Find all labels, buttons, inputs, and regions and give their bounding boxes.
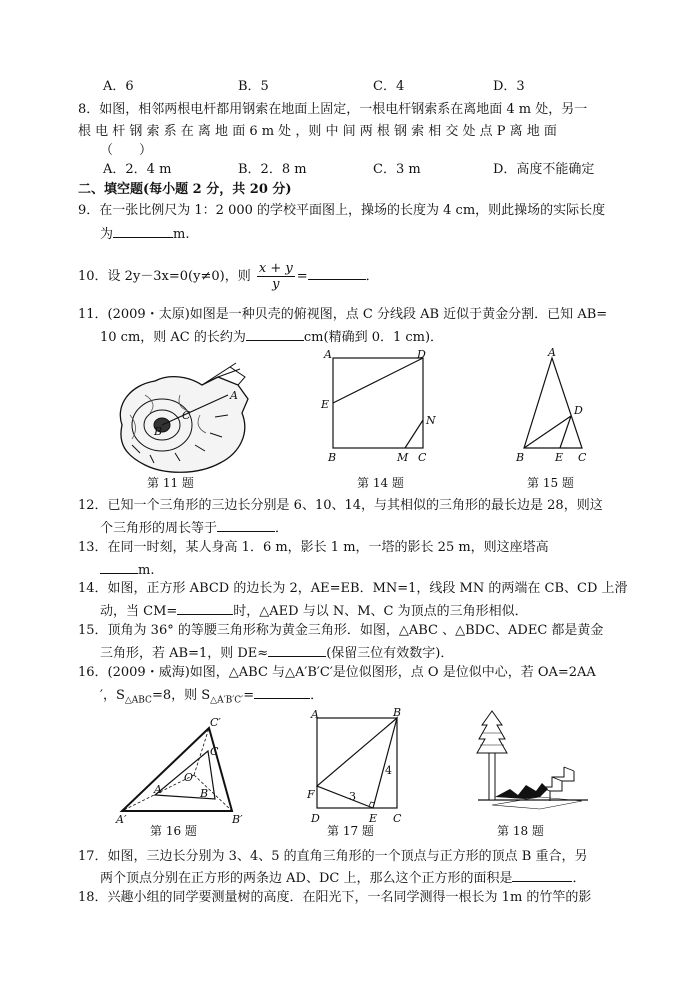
f11-label-b: B (154, 425, 163, 438)
q9-answer-blank[interactable] (113, 224, 173, 238)
q16-line-1: 16．(2009・威海)如图，△ABC 与△A′B′C′是位似图形，点 O 是位似中心，若 OA=2AA (78, 665, 596, 680)
f17-label-3: 3 (349, 790, 356, 803)
q12-pre: 个三角形的周长等于 (100, 521, 218, 536)
q7-option-b: B．5 (238, 79, 269, 94)
q9-line-1: 9．在一张比例尺为 1：2 000 的学校平面图上，操场的长度为 4 cm，则此操场的实际长度 (78, 203, 606, 218)
f14-label-d: D (417, 348, 426, 361)
q14-answer-blank[interactable] (177, 601, 233, 615)
q8-option-d: D．高度不能确定 (493, 162, 595, 177)
f17-label-b: B (393, 706, 402, 719)
q8-line-2: 根 电 杆 钢 索 系 在 离 地 面 6 m 处 ，则 中 间 两 根 钢 索 相 交 处 点 P 离 地 面 (78, 124, 557, 139)
caption-18: 第 18 题 (497, 824, 544, 838)
q12-post: ． (275, 521, 289, 536)
f16-label-a1: A′ (116, 813, 127, 826)
q11-line-1: 11．(2009・太原)如图是一种贝壳的俯视图，点 C 分线段 AB 近似于黄金分割．已知 AB= (78, 307, 608, 322)
f17-label-e: E (369, 812, 378, 825)
q11-line-2 (100, 327, 443, 347)
f15-label-b: B (516, 451, 525, 464)
q16-line-2 (100, 685, 323, 710)
q10-fraction (257, 261, 295, 292)
q14-line-1: 14．如图，正方形 ABCD 的边长为 2，AE=EB．MN=1，线段 MN 的两端在 CB、CD 上滑 (78, 581, 628, 596)
f14-label-a: A (324, 348, 332, 361)
caption-11: 第 11 题 (147, 476, 194, 490)
q17-line-2 (100, 868, 585, 888)
q15-line-1: 15．顶角为 36° 的等腰三角形称为黄金三角形．如图，△ABC 、△BDC、ADEC 都是黄金 (78, 623, 604, 638)
q17-answer-blank[interactable] (512, 868, 572, 882)
f16-label-c: C (210, 745, 219, 758)
figure-11-shell (110, 355, 260, 480)
figure-18-tree-shadow (470, 705, 590, 820)
q17-post: ． (572, 871, 586, 886)
f17-label-4: 4 (385, 764, 392, 777)
q7-option-c: C．4 (373, 79, 405, 94)
f16-label-b1: B′ (232, 813, 243, 826)
q11-answer-blank[interactable] (246, 327, 304, 341)
q16-post: ． (310, 688, 324, 703)
q10-eq: = (296, 269, 308, 284)
f14-label-b: B (328, 451, 337, 464)
q10-post: ． (365, 269, 379, 284)
caption-17: 第 17 题 (327, 824, 374, 838)
caption-14: 第 14 题 (357, 476, 404, 490)
q14-pre: 动，当 CM= (100, 604, 178, 619)
f17-label-c: C (393, 812, 402, 825)
f14-label-n: N (426, 414, 436, 427)
figure-16-similar-triangles (112, 713, 247, 828)
section-heading: 二、填空题(每小题 2 分，共 20 分) (78, 182, 292, 197)
q10-answer-blank[interactable] (308, 266, 366, 280)
q9-pre: 为 (100, 227, 114, 242)
q15-post: (保留三位有效数字)． (326, 646, 454, 661)
f17-label-d: D (311, 812, 320, 825)
q16-pre: ′，S (100, 688, 125, 703)
q15-answer-blank[interactable] (268, 643, 326, 657)
q9-line-2 (100, 224, 189, 244)
figure-15-triangle (512, 348, 602, 473)
f14-label-c: C (418, 451, 427, 464)
figure-17-square (305, 708, 415, 828)
q11-pre: 10 cm，则 AC 的长约为 (100, 330, 246, 345)
caption-16: 第 16 题 (150, 824, 197, 838)
q16-eq: = (243, 688, 255, 703)
q12-answer-blank[interactable] (217, 518, 275, 532)
f16-label-b: B (200, 787, 209, 800)
q10-numerator: x + y (258, 261, 293, 276)
q10-line (78, 259, 379, 295)
caption-15: 第 15 题 (527, 476, 574, 490)
f14-label-e: E (321, 398, 330, 411)
q17-pre: 两个顶点分别在正方形的两条边 AD、DC 上，那么这个正方形的面积是 (100, 871, 513, 886)
f11-label-a: A (230, 389, 238, 402)
q8-line-3: （ ） (100, 143, 153, 158)
q16-sub-a1b1c1: △A′B′C′ (210, 695, 244, 706)
q13-post: m. (138, 563, 155, 578)
q11-post: cm(精确到 0．1 cm)． (303, 330, 444, 345)
q10-denominator: y (272, 277, 280, 292)
q8-option-c: C．3 m (373, 162, 421, 177)
q13-answer-blank[interactable] (100, 560, 138, 574)
q16-answer-blank[interactable] (254, 685, 310, 699)
q9-post: m. (173, 227, 190, 242)
q7-option-d: D．3 (493, 79, 525, 94)
q8-line-1: 8．如图，相邻两根电杆都用钢索在地面上固定，一根电杆钢索系在离地面 4 m 处，另一 (78, 102, 588, 117)
q12-line-1: 12．已知一个三角形的三边长分别是 6、10、14，与其相似的三角形的最长边是 28，则这 (78, 498, 603, 513)
figure-14-square (318, 348, 438, 473)
q18-line-1: 18．兴趣小组的同学要测量树的高度．在阳光下，一名同学测得一根长为 1m 的竹竿的影 (78, 890, 592, 905)
q15-pre: 三角形，若 AB=1，则 DE≈ (100, 646, 269, 661)
f16-label-c1: C′ (210, 716, 221, 729)
q14-post: 时，△AED 与以 N、M、C 为顶点的三角形相似． (233, 604, 528, 619)
q13-line-1: 13．在同一时刻，某人身高 1．6 m，影长 1 m，一塔的影长 25 m，则这座塔高 (78, 540, 549, 555)
f17-label-a: A (311, 708, 319, 721)
f14-label-m: M (397, 451, 409, 464)
q13-line-2 (100, 560, 154, 580)
f15-label-e: E (555, 451, 564, 464)
f16-label-a: A (154, 783, 162, 796)
q12-line-2 (100, 518, 288, 538)
f15-label-a: A (548, 346, 556, 359)
q17-line-1: 17．如图，三边长分别为 3、4、5 的直角三角形的一个顶点与正方形的顶点 B 重合，另 (78, 849, 588, 864)
f11-label-c: C (182, 409, 191, 422)
q16-mid: =8，则 S (151, 688, 211, 703)
q16-sub-abc: △ABC (124, 695, 152, 706)
f15-label-d: D (574, 404, 583, 417)
q8-option-a: A．2．4 m (103, 162, 172, 177)
f16-label-o: O (184, 771, 194, 784)
f17-label-f: F (307, 788, 315, 801)
q8-option-b: B．2．8 m (238, 162, 307, 177)
f15-label-c: C (578, 451, 587, 464)
q14-line-2 (100, 601, 528, 621)
q10-pre: 10．设 2y－3x=0(y≠0)，则 (78, 269, 251, 284)
q7-option-a: A．6 (103, 79, 134, 94)
q15-line-2 (100, 643, 453, 663)
